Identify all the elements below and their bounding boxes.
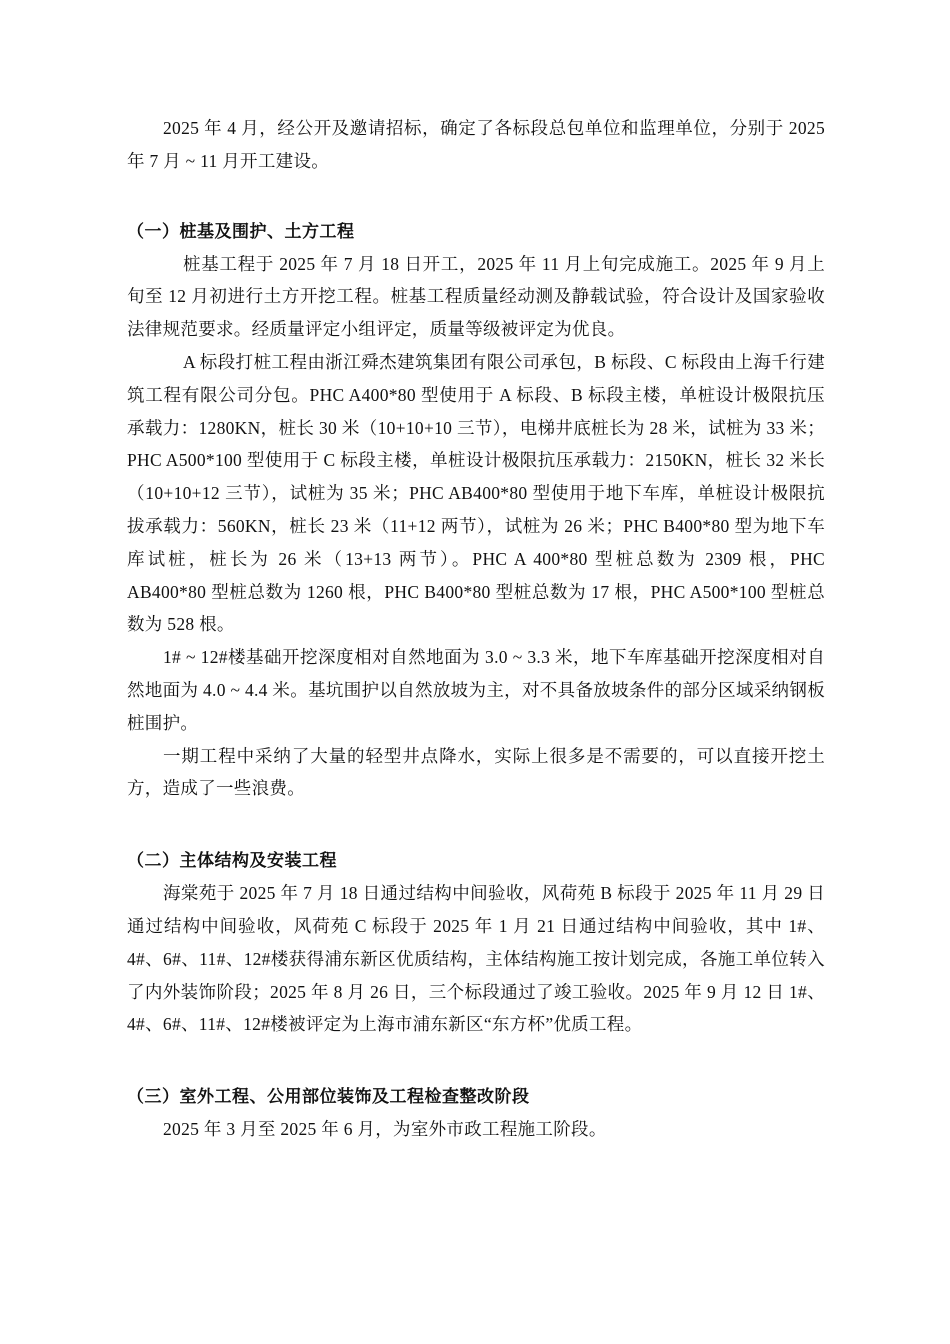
- section-2-paragraph-1: 海棠苑于 2025 年 7 月 18 日通过结构中间验收，风荷苑 B 标段于 2025 年 11 月 29 日通过结构中间验收，风荷苑 C 标段于 2025 年 1 月 21 日通过结构中间验收，其中 1#、4#、6#、11#、12#楼获得浦东新区优质结构，主体结构施工按计划完成，各施工单位转入了内外装饰阶段；2025 年 8 月 26 日，三个标段通过了竣工验收。2025 年 9 月 12 日 1#、4#、6#、11#、12#楼被评定为上海市浦东新区“东方杯”优质工程。: [127, 883, 825, 1035]
- spacer: [127, 805, 825, 845]
- section-3-paragraph-1: 2025 年 3 月至 2025 年 6 月，为室外市政工程施工阶段。: [163, 1119, 607, 1140]
- section-1-paragraph-3: 1# ~ 12#楼基础开挖深度相对自然地面为 3.0 ~ 3.3 米，地下车库基础开挖深度相对自然地面为 4.0 ~ 4.4 米。基坑围护以自然放坡为主，对不具备放坡条件的部分区域采纳钢板桩围护。: [127, 647, 825, 733]
- section-2-heading: （二）主体结构及安装工程: [127, 851, 337, 872]
- section-1-paragraph-1: 桩基工程于 2025 年 7 月 18 日开工，2025 年 11 月上旬完成施工。2025 年 9 月上旬至 12 月初进行土方开挖工程。桩基工程质量经动测及静载试验，符合设计及国家验收法律规范要求。经质量评定小组评定，质量等级被评定为优良。: [127, 253, 825, 340]
- section-1-paragraph-2: A 标段打桩工程由浙江舜杰建筑集团有限公司承包，B 标段、C 标段由上海千行建筑工程有限公司分包。PHC A400*80 型使用于 A 标段、B 标段主楼，单桩设计极限抗压承载力：1280KN，桩长 30 米（10+10+10 三节），电梯井底桩长为 28 米，试桩为 33 米； PHC A500*100 型使用于 C 标段主楼，单桩设计极限抗压承载力：2150KN，桩长 32 米长（10+10+12 三节），试桩为 35 米；PHC AB400*80 型使用于地下车库，单桩设计极限抗拔承载力：560KN，桩长 23 米（11+12 两节），试桩为 26 米；PHC B400*80 型为地下车库试桩，桩长为 26 米（13+13 两节）。PHC A 400*80 型桩总数为 2309 根，PHC AB400*80 型桩总数为 1260 根，PHC B400*80 型桩总数为 17 根，PHC A500*100 型桩总数为 528 根。: [127, 351, 825, 635]
- spacer: [127, 1041, 825, 1081]
- intro-paragraph: 2025 年 4 月，经公开及邀请招标，确定了各标段总包单位和监理单位，分别于 2025 年 7 月 ~ 11 月开工建设。: [127, 118, 825, 171]
- section-1-heading: （一）桩基及围护、土方工程: [127, 221, 355, 242]
- section-1-paragraph-4: 一期工程中采纳了大量的轻型井点降水，实际上很多是不需要的，可以直接开挖土方，造成了一些浪费。: [127, 745, 825, 799]
- document-page: [127, 112, 825, 1146]
- spacer: [127, 178, 825, 216]
- section-3-heading: （三）室外工程、公用部位装饰及工程检查整改阶段: [127, 1087, 530, 1108]
